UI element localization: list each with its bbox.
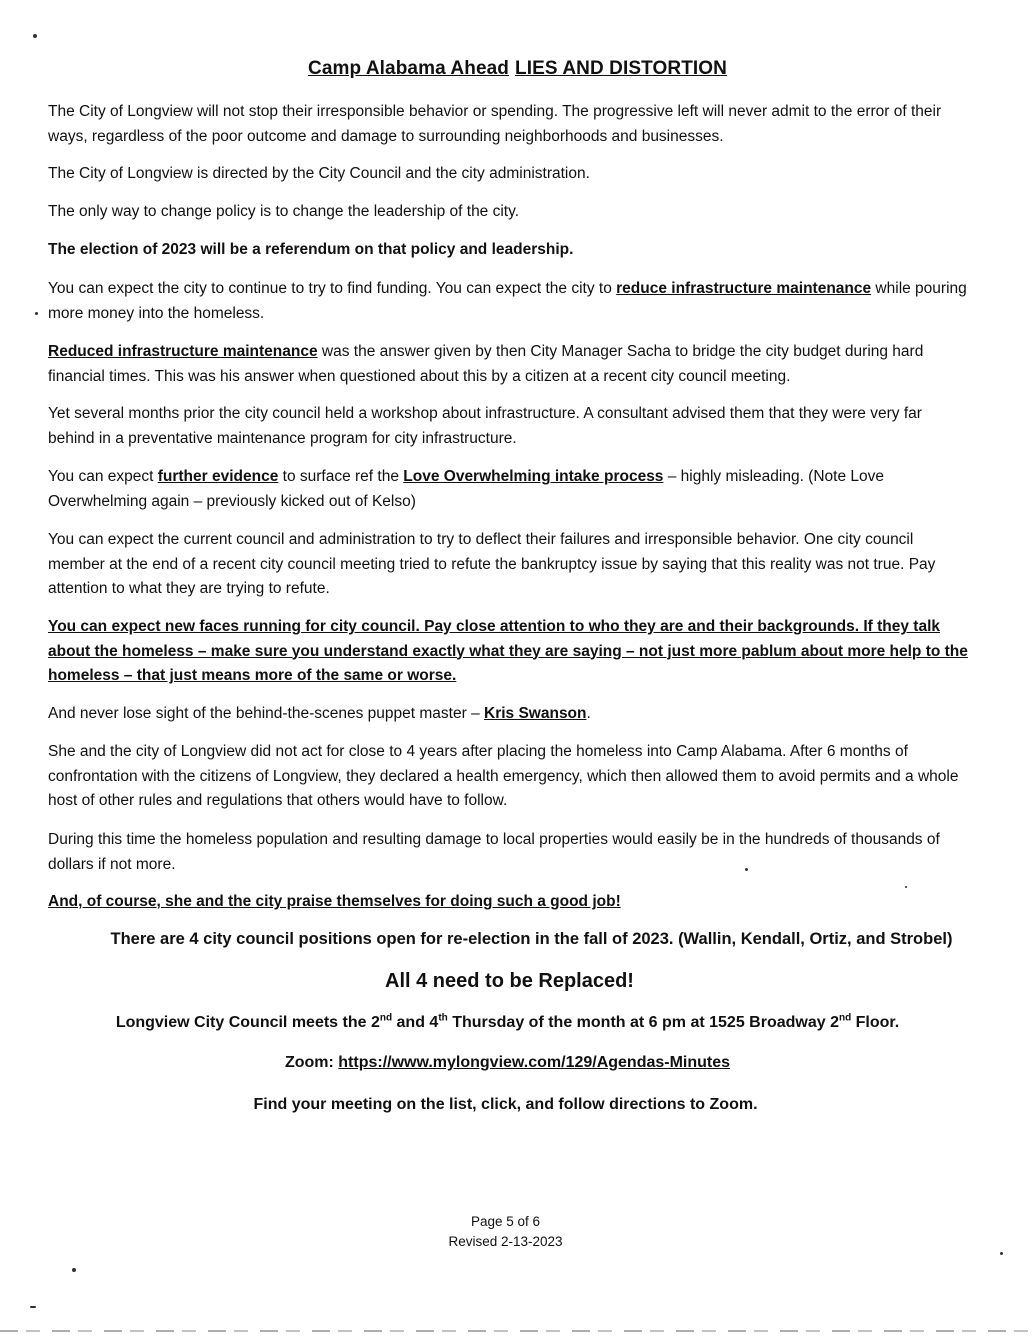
scan-speck [1000,1252,1003,1255]
reduced-infrastructure-text: Reduced infrastructure maintenance [48,343,318,360]
paragraph-8: You can expect further evidence to surface ref the Love Overwhelming intake process – highly misleading. (Note Love Overwhelming again – previously kicked out of Kelso) [48,468,885,510]
title-part-2: LIES AND DISTORTION [515,58,727,79]
paragraph-5: You can expect the city to continue to try to find funding. You can expect the city to reduce infrastructure maintenance while pouring more money into the homeless. [48,280,967,322]
replace-heading: All 4 need to be Replaced! [385,970,634,992]
reduce-infrastructure-text: reduce infrastructure maintenance [616,280,872,297]
paragraph-7: Yet several months prior the city council held a workshop about infrastructure. A consultant advised them that they were very far behind in a preventative maintenance program for city infrastructure. [48,405,922,447]
scan-speck [33,34,37,38]
kris-swanson-name: Kris Swanson [484,705,587,722]
paragraph-11: And never lose sight of the behind-the-scenes puppet master – Kris Swanson. [48,705,591,722]
paragraph-6: Reduced infrastructure maintenance was the answer given by then City Manager Sacha to bridge the city budget during hard financial times. This was his answer when questioned about this by a citizen at a recent city council meeting. [48,343,924,385]
page-title [0,58,1035,80]
footer-revised-date: Revised 2-13-2023 [448,1234,563,1249]
paragraph-13: During this time the homeless population and resulting damage to local properties would easily be in the hundreds of thousands of dollars if not more. [48,831,940,873]
paragraph-2: The City of Longview is directed by the City Council and the city administration. [48,165,590,182]
paragraph-3: The only way to change policy is to change the leadership of the city. [48,203,520,220]
zoom-line: Zoom: https://www.mylongview.com/129/Agendas-Minutes [284,1054,731,1071]
scan-speck [745,868,748,871]
instructions-line: Find your meeting on the list, click, and follow directions to Zoom. [253,1096,758,1113]
scan-speck [35,312,38,315]
further-evidence-text: further evidence [157,468,279,485]
title-part-1: Camp Alabama Ahead [308,58,510,79]
footer-page-number: Page 5 of 6 [470,1214,541,1229]
scan-speck [72,1268,76,1272]
scan-speck [905,886,907,888]
scan-edge-line [0,1330,1035,1332]
paragraph-9: You can expect the current council and administration to try to deflect their failures and irresponsible behavior. One city council member at the end of a recent city council meeting tried to refute the bankruptcy issue by saying that this reality was not true. Pay attention to what they are trying to refute. [48,531,936,597]
council-positions-line: There are 4 city council positions open for re-election in the fall of 2023. (Wallin, Kendall, Ortiz, and Strobel) [110,930,953,948]
paragraph-4: The election of 2023 will be a referendum on that policy and leadership. [48,241,574,258]
zoom-link[interactable]: https://www.mylongview.com/129/Agendas-Minutes [338,1054,731,1071]
meeting-schedule-line: Longview City Council meets the 2nd and 4th Thursday of the month at 6 pm at 1525 Broadway 2nd Floor. [115,1012,900,1031]
paragraph-10: You can expect new faces running for city council. Pay close attention to who they are and their backgrounds. If they talk about the homeless – make sure you understand exactly what they are saying – not just more pablum about more help to the homeless – that just means more of the same or worse. [48,618,968,684]
paragraph-12: She and the city of Longview did not act for close to 4 years after placing the homeless into Camp Alabama. After 6 months of confrontation with the citizens of Longview, they declared a health emergency, which then allowed them to avoid permits and a whole host of other rules and regulations that others would have to follow. [48,743,959,809]
love-overwhelming-text: Love Overwhelming intake process [403,468,664,485]
paragraph-1: The City of Longview will not stop their irresponsible behavior or spending. The progressive left will never admit to the error of their ways, regardless of the poor outcome and damage to surrounding neighborhoods and businesses. [48,103,942,145]
scan-speck [30,1306,36,1308]
paragraph-14: And, of course, she and the city praise themselves for doing such a good job! [48,893,621,910]
